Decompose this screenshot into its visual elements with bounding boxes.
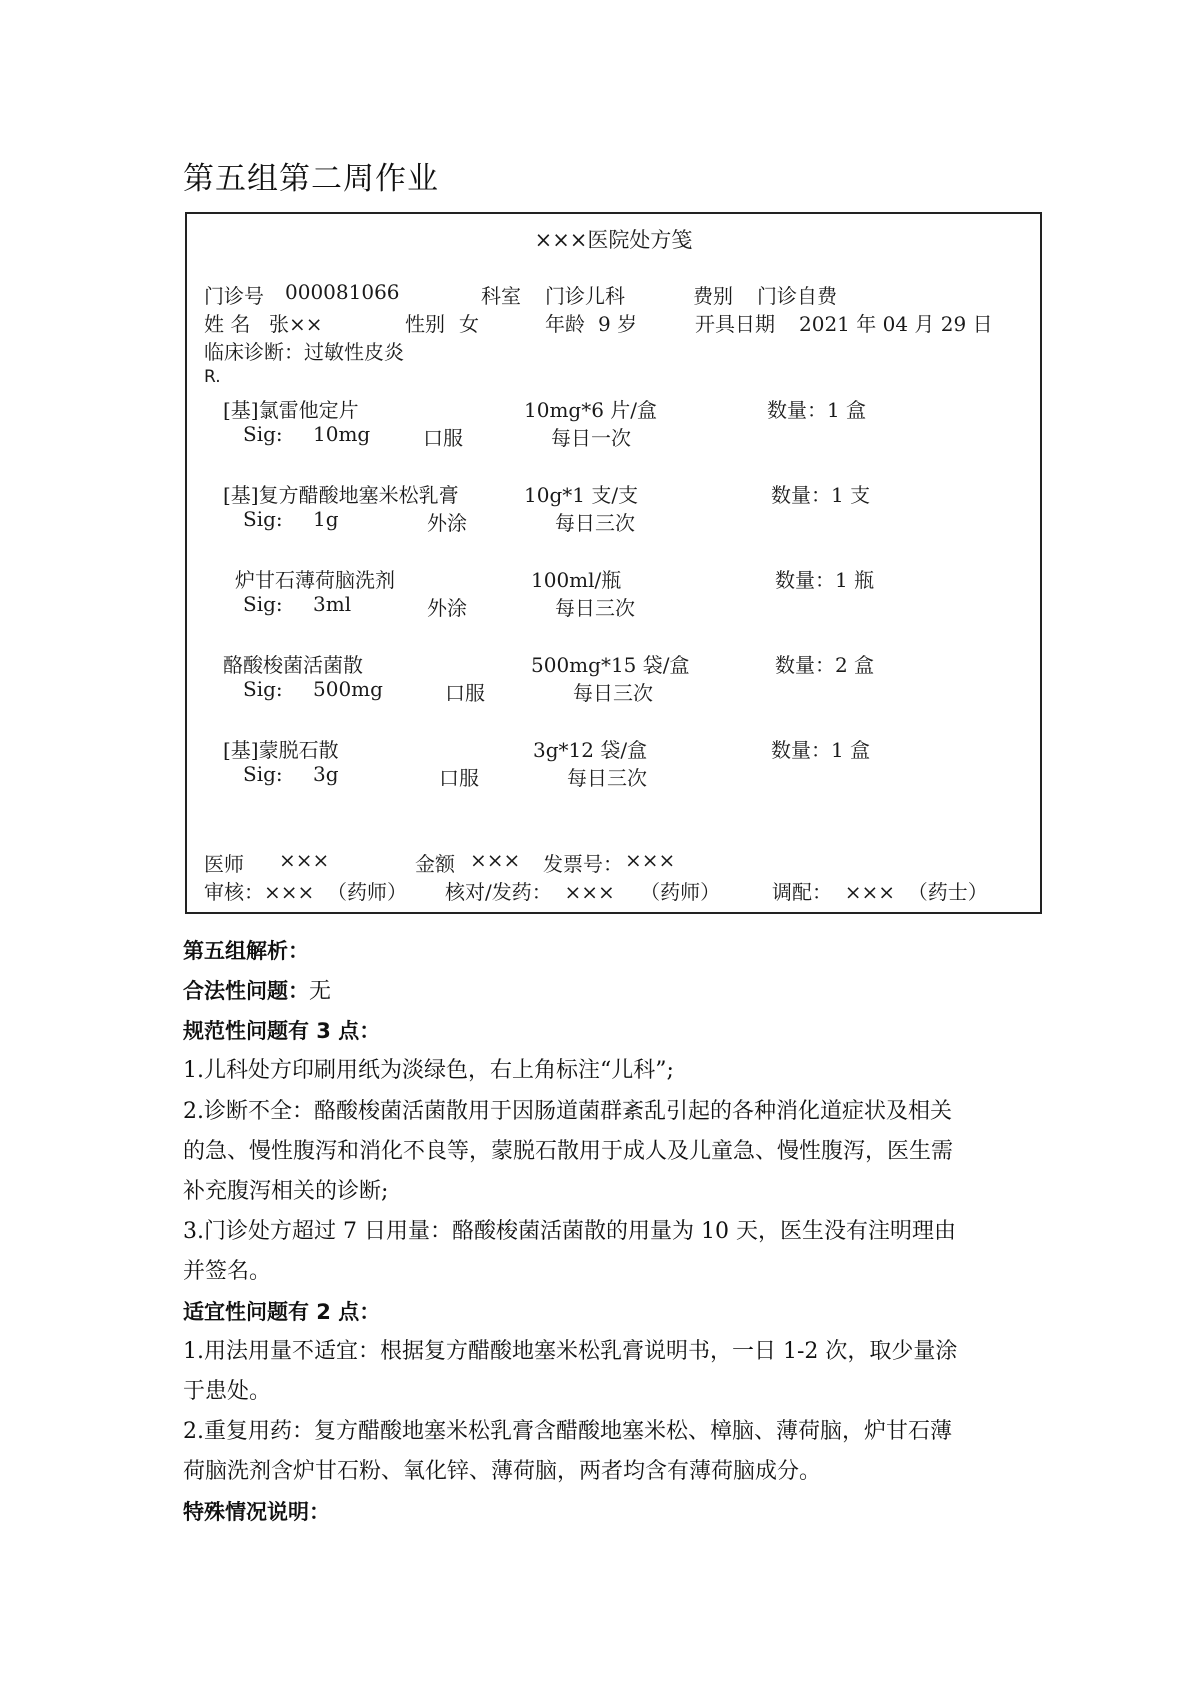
patient-name: 张××: [269, 312, 323, 336]
suit-line: 荷脑洗剂含炉甘石粉、氧化锌、薄荷脑，两者均含有薄荷脑成分。: [183, 1459, 822, 1484]
norm-line: 并签名。: [183, 1259, 272, 1284]
drug-spec: 3g*12 袋/盒: [533, 738, 648, 762]
sex-label: 性别: [405, 312, 445, 336]
norm-line: 3.门诊处方超过 7 日用量：酪酸梭菌活菌散的用量为 10 天，医生没有注明理由: [183, 1219, 956, 1244]
date-value: 2021 年 04 月 29 日: [799, 312, 993, 336]
drug-route: 口服: [423, 426, 463, 450]
drug-name: [基]氯雷他定片: [223, 398, 359, 422]
norm-line: 2.诊断不全：酪酸梭菌活菌散用于因肠道菌群紊乱引起的各种消化道症状及相关: [183, 1099, 952, 1124]
drug-dose: 500mg: [313, 677, 383, 701]
suit-line: 2.重复用药：复方醋酸地塞米松乳膏含醋酸地塞米松、樟脑、薄荷脑，炉甘石薄: [183, 1419, 952, 1444]
drug-name: [基]蒙脱石散: [223, 738, 339, 762]
legality-value: 无: [309, 979, 332, 1004]
drug-dose: 1g: [313, 507, 339, 531]
suit-line: 1.用法用量不适宜：根据复方醋酸地塞米松乳膏说明书，一日 1-2 次，取少量涂: [183, 1339, 958, 1364]
drug-spec: 100ml/瓶: [531, 568, 622, 592]
drug-route: 外涂: [427, 596, 467, 620]
legality-line: [183, 972, 331, 1011]
suit-line: 于患处。: [183, 1379, 272, 1404]
norm-line: 1.儿科处方印刷用纸为淡绿色，右上角标注“儿科”;: [183, 1058, 674, 1083]
drug-qty: 数量：1 盒: [771, 738, 871, 762]
norm-line: 补充腹泻相关的诊断;: [183, 1179, 389, 1204]
invoice-value: ×××: [625, 848, 676, 872]
rx-mark: R.: [204, 367, 221, 387]
name-label: 姓 名: [204, 312, 251, 336]
drug-name: 酪酸梭菌活菌散: [223, 653, 363, 677]
drug-name: [基]复方醋酸地塞米松乳膏: [223, 483, 459, 507]
suit-heading: 适宜性问题有 2 点：: [183, 1300, 381, 1324]
diagnosis: 临床诊断：过敏性皮炎: [204, 340, 404, 364]
doctor-value: ×××: [279, 848, 330, 872]
sex-value: 女: [459, 312, 479, 336]
fee-label: 费别: [693, 284, 733, 308]
drug-dose: 10mg: [313, 422, 371, 446]
doctor-label: 医师: [204, 852, 244, 876]
age-value: 9 岁: [598, 312, 638, 336]
drug-freq: 每日三次: [567, 766, 647, 790]
amount-label: 金额: [415, 852, 455, 876]
invoice-label: 发票号：: [543, 852, 623, 876]
drug-freq: 每日三次: [555, 511, 635, 535]
analysis-heading: 第五组解析：: [183, 939, 309, 963]
drug-name: 炉甘石薄荷脑洗剂: [235, 568, 395, 592]
drug-spec: 10g*1 支/支: [524, 483, 639, 507]
page-title: 第五组第二周作业: [183, 161, 439, 197]
special-heading: 特殊情况说明：: [183, 1500, 330, 1524]
sig-label: Sig:: [243, 762, 283, 786]
hospital-title: ×××医院处方笺: [534, 228, 693, 252]
clinic-no-label: 门诊号: [204, 284, 264, 308]
drug-qty: 数量：1 支: [771, 483, 871, 507]
dispense-signature: 调配： ××× （药士）: [772, 880, 988, 904]
drug-dose: 3ml: [313, 592, 352, 616]
drug-qty: 数量：1 瓶: [775, 568, 875, 592]
legality-label: 合法性问题：: [183, 979, 309, 1003]
drug-route: 口服: [445, 681, 485, 705]
drug-freq: 每日一次: [551, 426, 631, 450]
sig-label: Sig:: [243, 422, 283, 446]
drug-route: 外涂: [427, 511, 467, 535]
drug-route: 口服: [439, 766, 479, 790]
norm-heading: 规范性问题有 3 点：: [183, 1019, 381, 1043]
drug-freq: 每日三次: [555, 596, 635, 620]
sig-label: Sig:: [243, 592, 283, 616]
norm-line: 的急、慢性腹泻和消化不良等，蒙脱石散用于成人及儿童急、慢性腹泻，医生需: [183, 1139, 954, 1164]
clinic-no-value: 000081066: [285, 280, 400, 304]
drug-spec: 500mg*15 袋/盒: [531, 653, 690, 677]
review-signature: 审核：××× （药师）: [204, 880, 407, 904]
check-signature: 核对/发药： ××× （药师）: [445, 880, 721, 904]
prescription-form: [185, 212, 1042, 914]
sig-label: Sig:: [243, 677, 283, 701]
age-label: 年龄: [545, 312, 585, 336]
sig-label: Sig:: [243, 507, 283, 531]
fee-value: 门诊自费: [757, 284, 837, 308]
drug-qty: 数量：2 盒: [775, 653, 875, 677]
dept-value: 门诊儿科: [545, 284, 625, 308]
dept-label: 科室: [481, 284, 521, 308]
drug-dose: 3g: [313, 762, 339, 786]
date-label: 开具日期: [695, 312, 775, 336]
amount-value: ×××: [470, 848, 521, 872]
drug-freq: 每日三次: [573, 681, 653, 705]
drug-spec: 10mg*6 片/盒: [524, 398, 658, 422]
drug-qty: 数量：1 盒: [767, 398, 867, 422]
